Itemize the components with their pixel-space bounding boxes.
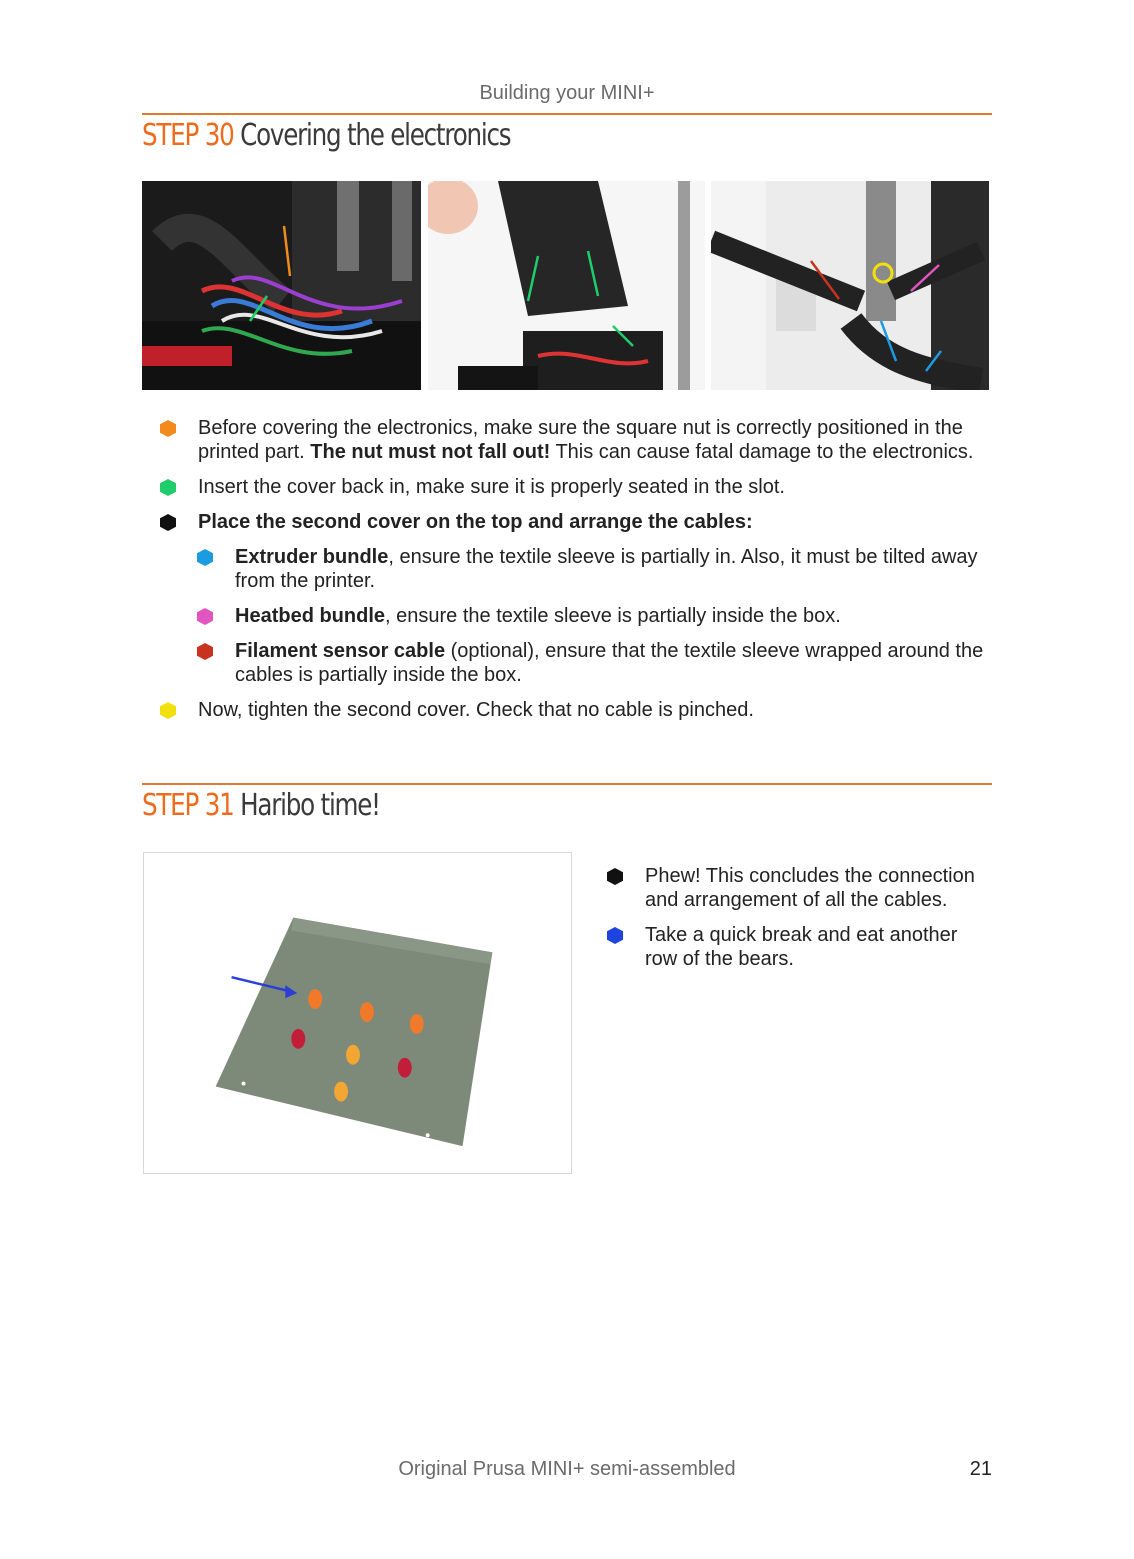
second-cover-image [711,181,989,390]
cover-insert-image [428,181,705,390]
bullet-2-text: Insert the cover back in, make sure it is properly seated in the slot. [198,476,785,498]
footer-document-title: Original Prusa MINI+ semi-assembled [398,1458,736,1480]
bullet-1-text-a: Before covering the electronics, make sure the square nut is correctly positioned in the printed part. [198,417,963,463]
black-hexagon-icon [607,868,623,885]
step-30-sub-bullet-2 [142,604,1002,628]
magenta-hexagon-icon [197,608,213,625]
step-31-instructions [589,864,989,982]
step-30-bullet-2 [142,475,1002,499]
sub-2-text: , ensure the textile sleeve is partially inside the box. [385,605,841,627]
step-30-bullet-1 [142,416,1002,464]
step-31-number: STEP 31 [142,788,234,823]
yellow-hexagon-icon [160,702,176,719]
sub-3-text: (optional), ensure that the textile sleeve wrapped around the cables is partially inside the box. [235,640,984,686]
blue-hexagon-icon [197,549,213,566]
step-30-bullet-3 [142,510,1002,534]
step-30-photo-1 [142,181,421,390]
red-hexagon-icon [197,643,213,660]
step-30-instructions [142,416,1002,733]
blue-hexagon-icon [607,927,623,944]
bullet-1-warning: The nut must not fall out! [310,441,551,463]
sub-3-bold: Filament sensor cable [235,640,446,662]
sub-1-bold: Extruder bundle [235,546,389,568]
step-31-bullet-1-text: Phew! This concludes the connection and arrangement of all the cables. [645,865,975,911]
electronics-cables-image [142,181,421,390]
step-30-photo-3 [711,181,989,390]
step-30-sub-bullet-1 [142,545,1002,593]
step-31-photo [143,852,572,1174]
bullet-3-text: Place the second cover on the top and arrange the cables: [198,511,753,533]
black-hexagon-icon [160,514,176,531]
gummy-bears-sheet-image [144,853,571,1173]
bullet-1-text-b: This can cause fatal damage to the electronics. [550,441,974,463]
green-hexagon-icon [160,479,176,496]
step-30-title: Covering the electronics [240,118,511,153]
step-31-heading [142,788,380,823]
step-30-number: STEP 30 [142,118,234,153]
orange-hexagon-icon [160,420,176,437]
step-31-title: Haribo time! [240,788,380,823]
header-rule [142,113,992,115]
step-31-bullet-2-text: Take a quick break and eat another row of the bears. [645,924,958,970]
sub-1-text: , ensure the textile sleeve is partially in. Also, it must be tilted away from the printer. [235,546,978,592]
step-31-rule [142,783,992,785]
step-30-sub-bullet-3 [142,639,1002,687]
bullet-4-text: Now, tighten the second cover. Check that no cable is pinched. [198,699,754,721]
step-30-photo-2 [428,181,705,390]
step-30-bullet-4 [142,698,1002,722]
running-header: Building your MINI+ [479,82,655,104]
page-number: 21 [969,1458,992,1480]
step-31-bullet-2 [589,923,989,971]
sub-2-bold: Heatbed bundle [235,605,386,627]
step-30-heading [142,118,510,153]
step-31-bullet-1 [589,864,989,912]
